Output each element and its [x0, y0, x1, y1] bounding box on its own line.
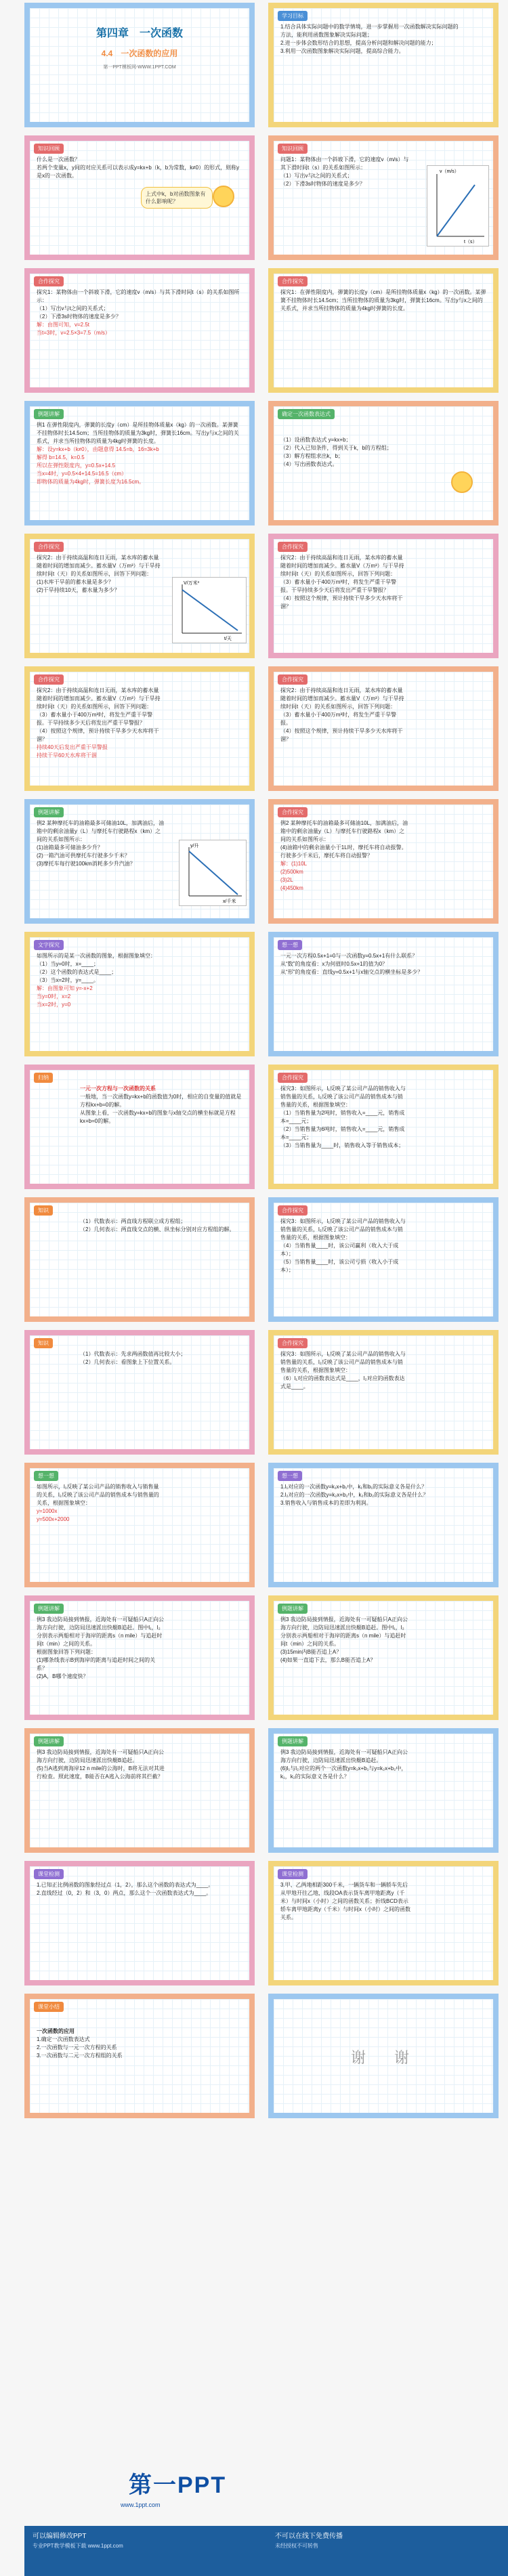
slide-11: 合作探究 探究2：由于持续高温和连日无雨，某水库的蓄水量随着时间的增加而减少。蓄水量V（万m³）与干旱持续时间t（天）的关系如图所示，回答下列问题： （3）蓄水量小于400万m³时，将发生严重干旱警报。干旱持续多少天后将发出严重干旱警报？ （4）按照这个规律，预计持续干旱多少天水库将干涸？ 持续40天后发出严重干旱警报 持续干旱60天水库将干涸 — [24, 666, 255, 791]
slide-14: 合作探究 例2 某种摩托车的油箱最多可储油10L，加满油后，油箱中的剩余油量y（L）与摩托车行驶路程x（km）之间的关系如图所示： (4)油箱中的剩余油量小于1L时，摩托车将自动报警。行驶多少千米后，摩托车将自动报警？ 解：(1)10L (2)500km (3)2L (4)450km — [268, 799, 499, 924]
slide-3 — [24, 135, 255, 260]
graph-svg — [427, 166, 488, 246]
slide-13: 例题讲解 例2 某种摩托车的油箱最多可储油10L，加满油后，油箱中的剩余油量y（L）与摩托车行驶路程x（km）之间的关系如图所示： (1)油箱最多可储油多少升？ (2)一箱汽油可供摩托车行驶多少千米？ (3)摩托车每行驶100km消耗多少升汽油？ y/升 x/千米 — [24, 799, 255, 924]
slide-29: 课堂检测 1.已知正比例函数的图象经过点（1，2），那么这个函数的表达式为____。 2.直线经过（0，2）和（3，0）两点，那么这个一次函数表达式为____。 — [24, 1861, 255, 1985]
slide-text: 1.结合具体实际问题中的数学情境，进一步掌握用一次函数解决实际问题的 方法，能利用函数图象解决实际问题； 2.进一步体会数形结合的思想，提高分析问题和解决问题的能力； 3.利用一次函数图象解决实际问题，提高综合能力。 — [280, 24, 459, 54]
slide-subtitle: 4.4 一次函数的应用 — [101, 49, 178, 58]
x-axis-label: t（s） — [464, 240, 478, 244]
brand-logo: 第一PPT — [129, 2472, 227, 2498]
slide-2 — [268, 3, 499, 127]
slide-30: 课堂检测 3.甲、乙两地相距300千米，一辆货车和一辆轿车先后从甲地开往乙地，线段OA表示货车离甲地距离y（千米）与时间x（小时）之间的函数关系；折线BCD表示轿车离甲地距离y（千米）与时间x（小时）之间的函数关系。 — [268, 1861, 499, 1985]
slide-24: 想一想 1.l₁对应的一次函数y=k₁x+b₁中，k₁和b₁的实际意义各是什么？ 2.l₂对应的一次函数y=k₂x+b₂中，k₂和b₂的实际意义各是什么？ 3.销售收入与销售成本的差即为利润。 — [268, 1463, 499, 1587]
slide-27: 例题讲解 例3 我边防局接到情报，近海处有一可疑船只A正向公海方向行驶，边防局迅速派出快艇B追赶。 (5)当A逃到离海岸12 n mile的公海时，B将无法对其进行检查。照此速度，B能否在A逃入公海前将其拦截？ — [24, 1728, 255, 1853]
slide-5: 合作探究 探究1：某物体由一个斜坡下滑，它的速度v（m/s）与其下滑时间t（s）的关系如图所示： （1）写出v与t之间的关系式； （2）下滑3s时物体的速度是多少？ 解：由图可知，v=2.5t 当t=3时，v=2.5×3=7.5（m/s） — [24, 268, 255, 393]
thanks-text: 谢 谢 — [350, 2050, 416, 2067]
slide-title: 第四章 一次函数 — [96, 28, 183, 39]
slide-20: 合作探究 探究3：如图所示，l₁反映了某公司产品的销售收入与销售量的关系，l₂反映了该公司产品的销售成本与销售量的关系，根据图象填空： （4）当销售量____时，该公司赢利（收入大于成本）； （5）当销售量____时，该公司亏损（收入小于成本）； — [268, 1197, 499, 1322]
footer-right-sub: 未经授权不可转售 — [275, 2543, 318, 2549]
slide-12: 合作探究 探究2：由于持续高温和连日无雨，某水库的蓄水量随着时间的增加而减少。蓄水量V（万m³）与干旱持续时间t（天）的关系如图所示，回答下列问题： （3）蓄水量小于400万m³时，将发生严重干旱警报。 （4）按照这个规律，预计持续干旱多少天水库将干涸？ — [268, 666, 499, 791]
slide-10: 合作探究 探究2：由于持续高温和连日无雨，某水库的蓄水量随着时间的增加而减少。蓄水量V（万m³）与干旱持续时间t（天）的关系如图所示，回答下列问题： （3）蓄水量小于400万m³时，将发生严重干旱警报。干旱持续多少天后将发出严重干旱警报？ （4）按照这个规律，预计持续干旱多少天水库将干涸？ — [268, 534, 499, 658]
slide-tag: 知识回顾 — [278, 144, 308, 154]
reservoir-graph — [172, 577, 247, 643]
footer — [24, 2526, 508, 2576]
slide-28: 例题讲解 例3 我边防局接到情报，近海处有一可疑船只A正向公海方向行驶，边防局迅速派出快艇B追赶。 (6)l₁与l₂对应的两个一次函数y=k₁x+b₁与y=k₂x+b₂中，k₁，k₂的实际意义各是什么？ — [268, 1728, 499, 1853]
svg-text:x/千米: x/千米 — [223, 899, 236, 904]
slide-17: 归纳 一元一次方程与一次函数的关系 一般地，当一次函数y=kx+b的函数值为0时，相应的自变量的值就是方程kx+b=0的解。 从图象上看，一次函数y=kx+b的图象与x轴交点的横坐标就是方程kx+b=0的解。 — [24, 1065, 255, 1189]
slide-text: 什么是一次函数？ 若两个变量x，y间的对应关系可以表示成y=kx+b（k，b为常数，k≠0）的形式，则称y是x的一次函数。 — [37, 156, 240, 179]
slide-16: 想一想 一元一次方程0.5x+1=0与一次函数y=0.5x+1有什么联系？ 从“数”的角度看：x为何值时0.5x+1的值为0？ 从“形”的角度看：直线y=0.5x+1与x轴交点的横坐标是多少？ — [268, 932, 499, 1056]
slide-6: 合作探究 探究1：在弹性限度内，弹簧的长度y（cm）是所挂物体质量x（kg）的一次函数。某弹簧不挂物体时长14.5cm；当所挂物体的质量为3kg时，弹簧长16cm。写出y与x之间的关系式，并求当所挂物体的质量为4kg时弹簧的长度。 — [268, 268, 499, 393]
slide-23: 想一想 如图所示，l₁反映了某公司产品的销售收入与销售量的关系，l₂反映了该公司产品的销售成本与销售量的关系，根据图象填空： y=1000x y=500x+2000 — [24, 1463, 255, 1587]
site-link: 第一PPT模板网-WWW.1PPT.COM — [103, 65, 176, 70]
footer-left: 可以编辑修改PPT — [33, 2533, 87, 2540]
slide-tag: 学习目标 — [278, 11, 308, 21]
svg-text:y/升: y/升 — [190, 844, 199, 849]
footer-right: 不可以在线下免费传播 — [275, 2533, 343, 2540]
footer-left-sub: 专业PPT教学模板下载 www.1ppt.com — [33, 2543, 123, 2549]
slide-grid — [24, 3, 508, 2118]
slide-25: 例题讲解 例3 我边防局接到情报，近海处有一可疑船只A正向公海方向行驶，边防局迅速派出快艇B追赶。图中l₁，l₂分别表示两船相对于海岸的距离s（n mile）与追赶时间t（min）之间的关系。 根据图象回答下列问题： (1)哪条线表示B到海岸的距离与追赶时间之间的关系？ (2)A，B哪个速度快？ — [24, 1595, 255, 1720]
reservoir-line — [182, 590, 238, 630]
brand-url: www.1ppt.com — [121, 2502, 161, 2508]
mascot-icon — [451, 471, 473, 493]
slide-9: 合作探究 探究2：由于持续高温和连日无雨，某水库的蓄水量随着时间的增加而减少。蓄水量V（万m³）与干旱持续时间t（天）的关系如图所示，回答下列问题： (1)水库干旱前的蓄水量是多少？ (2)干旱持续10天，蓄水量为多少？ V/万米³ t/天 — [24, 534, 255, 658]
svg-text:V/万米³: V/万米³ — [184, 581, 199, 586]
slide-1 — [24, 3, 255, 127]
slide-8: 确定一次函数表达式 （1）设函数表达式 y=kx+b； （2）代入已知条件，得到关于k，b的方程组； （3）解方程组求出k，b； （4）写出函数表达式。 — [268, 401, 499, 525]
slide-31: 课堂小结 一次函数的应用 1.确定一次函数表达式 2.一次函数与一元一次方程的关系 3.一次函数与二元一次方程组的关系 — [24, 1994, 255, 2118]
slide-7: 例题讲解 例1 在弹性限度内，弹簧的长度y（cm）是所挂物体质量x（kg）的一次函数。某弹簧不挂物体时长14.5cm；当所挂物体的质量为3kg时，弹簧长16cm。写出y与x之间的关系式，并求当所挂物体的质量为4kg时弹簧的长度。 解：设y=kx+b（k≠0），由题意得 14.5=b，16=3k+b 解得 b=14.5，k=0.5 所以在弹性限度内，y=0.5x+14.5 当x=4时，y=0.5×4+14.5=16.5（cm） 即物体的质量为4kg时，弹簧长度为16.5cm。 — [24, 401, 255, 525]
slide-18: 合作探究 探究3：如图所示，l₁反映了某公司产品的销售收入与销售量的关系，l₂反映了该公司产品的销售成本与销售量的关系，根据图象填空： （1）当销售量为2吨时，销售收入=____元，销售成本=____元； （2）当销售量为6吨时，销售收入=____元，销售成本=____元； （3）当销售量为____时，销售收入等于销售成本； — [268, 1065, 499, 1189]
slide-19: 知识 （1）代数表示：两直线方程联立成方程组； （2）几何表示：两直线交点的横、纵坐标分别对应方程组的解。 — [24, 1197, 255, 1322]
slide-4: 知识回顾 问题1：某物体由一个斜坡下滑，它的速度v（m/s）与其下滑时间t（s）的关系如图所示： （1）写出v与t之间的关系式； （2）下滑3s时物体的速度是多少？ v（m/s） t（s） — [268, 135, 499, 260]
velocity-line — [437, 185, 475, 236]
slide-22: 合作探究 探究3：如图所示，l₁反映了某公司产品的销售收入与销售量的关系，l₂反映了该公司产品的销售成本与销售量的关系，根据图象填空： （6）l₁对应的函数表达式是____，l₂对应的函数表达式是____。 — [268, 1330, 499, 1455]
slide-21: 知识 （1）代数表示：先求两函数值再比较大小； （2）几何表示：看图象上下位置关系。 — [24, 1330, 255, 1455]
mascot-icon — [213, 186, 234, 207]
slide-tag: 知识回顾 — [34, 144, 64, 154]
slide-26: 例题讲解 例3 我边防局接到情报，近海处有一可疑船只A正向公海方向行驶，边防局迅速派出快艇B追赶。图中l₁，l₂分别表示两船相对于海岸的距离s（n mile）与追赶时间t（min）之间的关系。 (3)15min内B能否追上A？ (4)如果一直追下去，那么B能否追上A？ — [268, 1595, 499, 1720]
slide-15: 文字探究 如图所示的是某一次函数的图象，根据图象填空： （1）当y=0时，x=____； （2）这个函数的表达式是____； （3）当x=2时，y=____。 解：由图象可知 y=-x+2 当y=0时，x=2 当x=2时，y=0 — [24, 932, 255, 1056]
svg-text:t/天: t/天 — [224, 637, 232, 641]
question-callout: 上式中k，b对函数图象有什么影响呢？ — [141, 187, 213, 209]
y-axis-label: v（m/s） — [440, 169, 459, 174]
slide-32 — [268, 1994, 499, 2118]
velocity-graph — [427, 165, 489, 246]
